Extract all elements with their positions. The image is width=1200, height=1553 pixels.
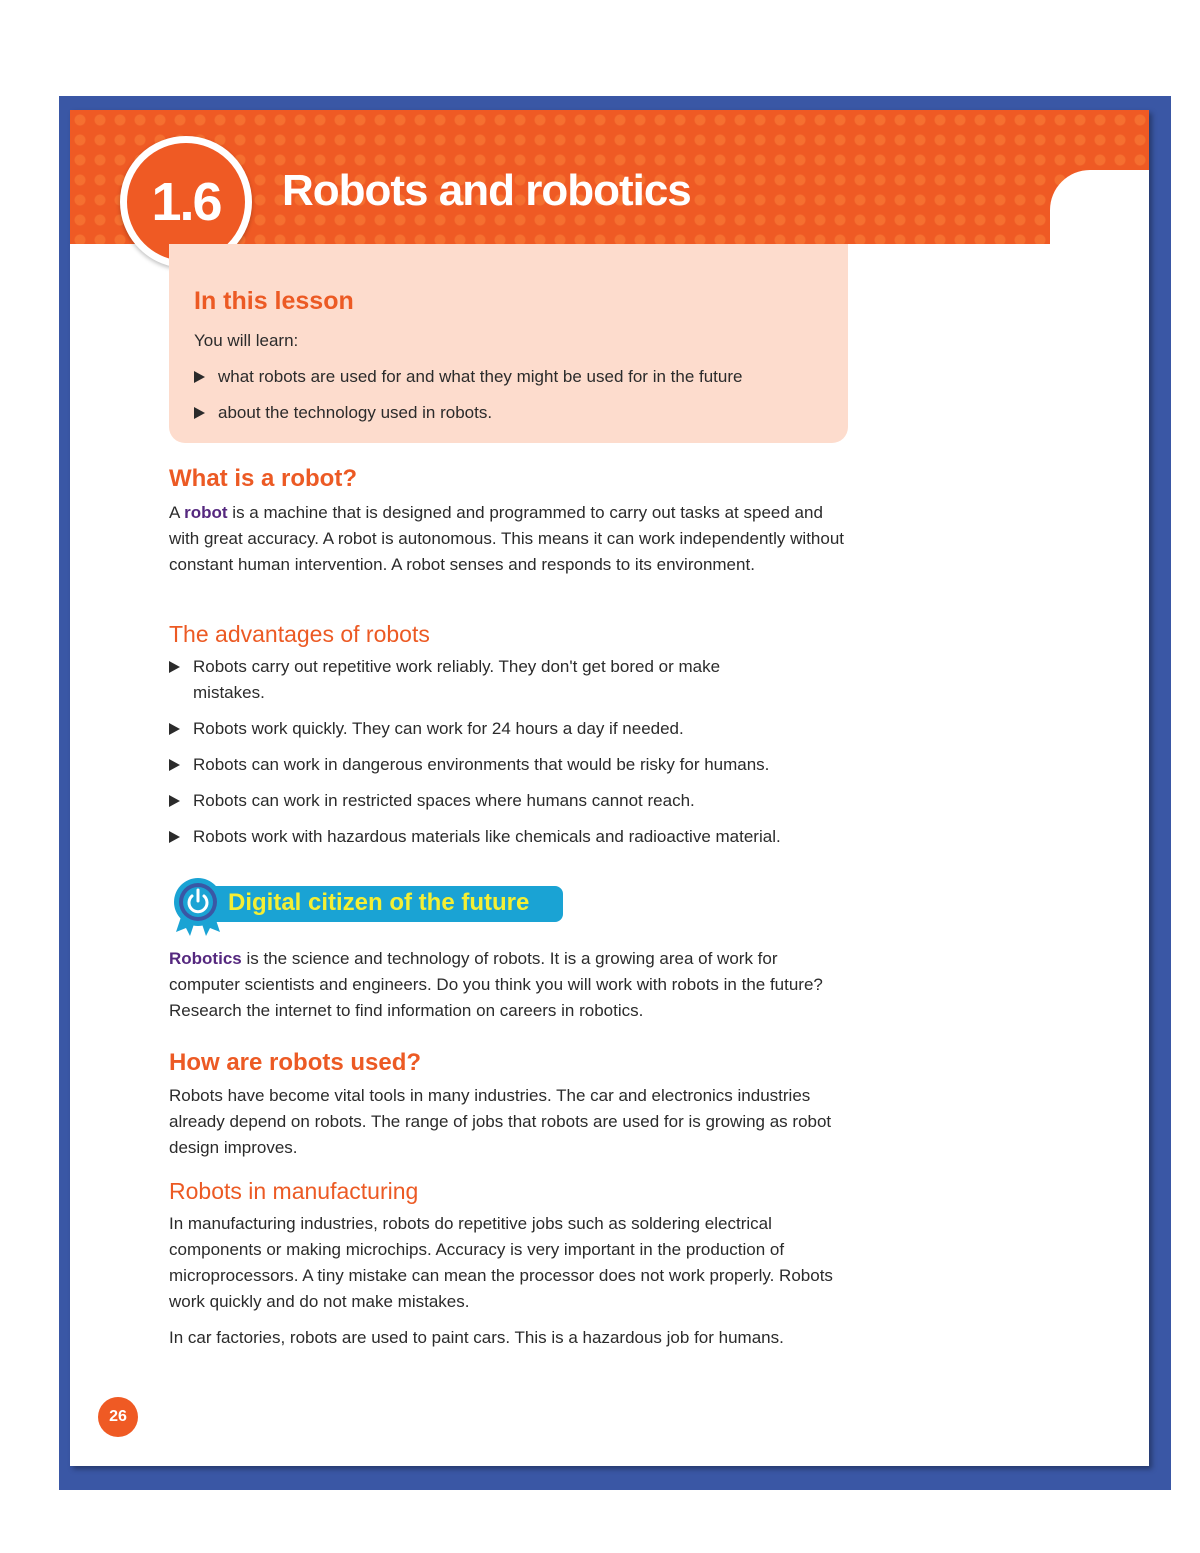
text-prefix: A (169, 503, 185, 522)
lesson-heading: In this lesson (194, 287, 354, 315)
bullet-arrow-icon (194, 407, 205, 419)
lesson-intro: You will learn: (194, 331, 299, 350)
section-heading-manufacturing: Robots in manufacturing (169, 1178, 419, 1204)
advantage-item (169, 788, 859, 814)
manufacturing-paragraph-2: In car factories, robots are used to paint cars. This is a hazardous job for humans. (169, 1328, 784, 1347)
bullet-arrow-icon (169, 759, 180, 771)
what-is-paragraph (169, 500, 849, 578)
key-term-robot: robot (184, 503, 228, 522)
lesson-item (194, 403, 492, 423)
advantage-item (169, 824, 859, 850)
how-used-paragraph: Robots have become vital tools in many industries. The car and electronics industries already depend on robots. The range of jobs that robots are used for is growing as robot design improves. (169, 1086, 832, 1157)
page-title: Robots and robotics (282, 166, 691, 215)
key-term-robotics: Robotics (169, 949, 242, 968)
bullet-arrow-icon (169, 661, 180, 673)
what-is-text: is a machine that is designed and programmed to carry out tasks at speed and with great accuracy. A robot is autonomous. This means it can work independently without constant human intervention. A robot senses and responds to its environment. (169, 503, 845, 574)
lesson-item-text: about the technology used in robots. (218, 403, 493, 422)
section-heading-advantages: The advantages of robots (169, 621, 430, 647)
lesson-item-text: what robots are used for and what they might be used for in the future (218, 367, 743, 386)
advantage-text: Robots carry out repetitive work reliably. They don't get bored or make mistakes. (193, 657, 721, 702)
bullet-arrow-icon (169, 831, 180, 843)
robotics-paragraph (169, 946, 849, 1024)
advantage-text: Robots work quickly. They can work for 24 hours a day if needed. (193, 719, 684, 738)
advantage-text: Robots can work in restricted spaces where humans cannot reach. (193, 791, 695, 810)
manufacturing-paragraph-1: In manufacturing industries, robots do repetitive jobs such as soldering electrical components or making microchips. Accuracy is very important in the production of microprocessors. A tiny mistake can mean the processor does not work properly. Robots work quickly and do not make mistakes. (169, 1214, 833, 1311)
advantage-text: Robots can work in dangerous environments that would be risky for humans. (193, 755, 770, 774)
bullet-arrow-icon (194, 371, 205, 383)
banner-notch (1050, 170, 1149, 244)
lesson-item (194, 367, 742, 387)
advantage-item (169, 752, 859, 778)
bullet-arrow-icon (169, 723, 180, 735)
digital-citizen-label: Digital citizen of the future (228, 889, 530, 916)
lesson-number-badge: 1.6 (120, 136, 252, 268)
bullet-arrow-icon (169, 795, 180, 807)
section-heading-how-used: How are robots used? (169, 1049, 422, 1076)
page-number: 26 (98, 1397, 138, 1437)
advantage-item (169, 716, 859, 742)
section-heading-what-is: What is a robot? (169, 465, 357, 492)
power-rosette-icon (172, 876, 224, 938)
robotics-text: is the science and technology of robots. It is a growing area of work for computer scientists and engineers. Do you think you will work with robots in the future? Research the internet to find information on careers in robotics. (169, 949, 823, 1020)
advantage-item (169, 654, 859, 706)
advantage-text: Robots work with hazardous materials like chemicals and radioactive material. (193, 827, 781, 846)
